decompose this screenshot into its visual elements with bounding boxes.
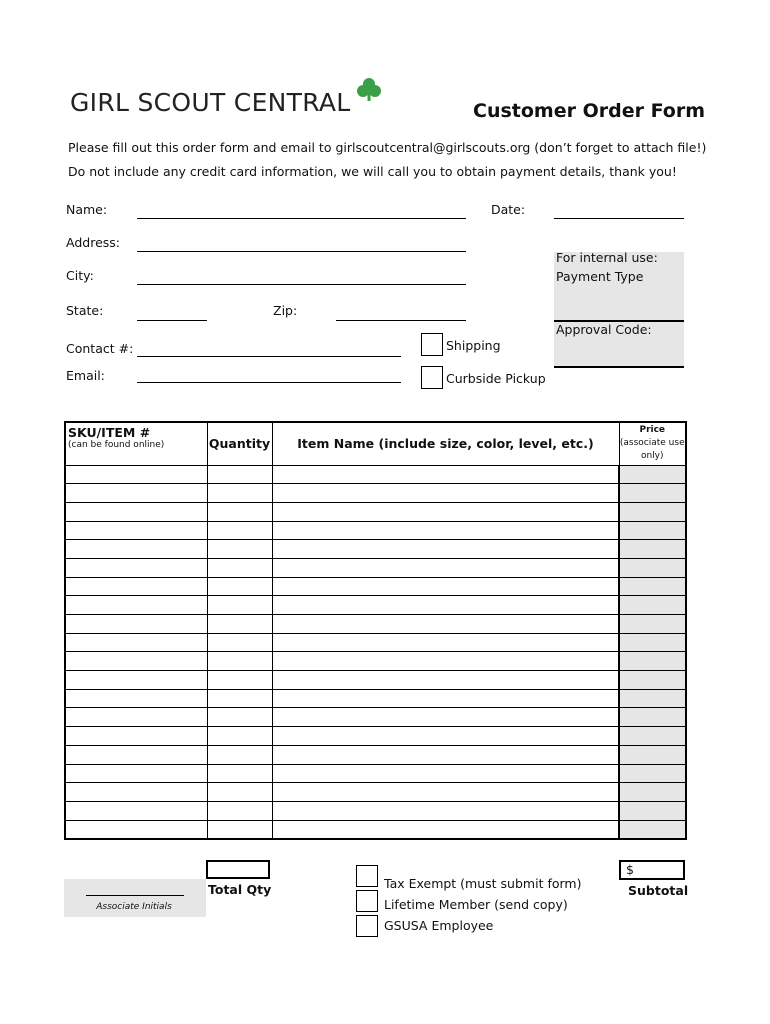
table-row <box>65 727 686 746</box>
table-row <box>65 521 686 540</box>
quantity-cell[interactable] <box>207 708 272 727</box>
sku-cell[interactable] <box>65 558 207 577</box>
quantity-cell[interactable] <box>207 540 272 559</box>
price-cell[interactable] <box>619 502 686 521</box>
item-name-cell[interactable] <box>272 745 619 764</box>
subtotal-label: Subtotal <box>628 883 689 898</box>
total-qty-label: Total Qty <box>208 882 272 897</box>
zip-field[interactable] <box>336 320 466 321</box>
item-name-cell[interactable] <box>272 521 619 540</box>
price-cell[interactable] <box>619 558 686 577</box>
price-cell[interactable] <box>619 465 686 484</box>
price-sub-label-1: (associate use <box>619 438 685 449</box>
table-row <box>65 596 686 615</box>
quantity-cell[interactable] <box>207 671 272 690</box>
item-name-cell[interactable] <box>272 727 619 746</box>
table-row <box>65 465 686 484</box>
curbside-pickup-label: Curbside Pickup <box>446 371 546 386</box>
associate-initials-line <box>86 895 184 896</box>
sku-cell[interactable] <box>65 577 207 596</box>
intro-line-1: Please fill out this order form and email to girlscoutcentral@girlscouts.org (don’t forget to attach file!) <box>68 140 707 155</box>
logo-text: GIRL SCOUT CENTRAL <box>70 88 351 117</box>
table-row <box>65 708 686 727</box>
quantity-cell[interactable] <box>207 652 272 671</box>
associate-initials-box[interactable] <box>64 879 206 917</box>
sku-cell[interactable] <box>65 652 207 671</box>
sku-subheader-label: (can be found online) <box>68 440 165 450</box>
table-row <box>65 671 686 690</box>
address-field[interactable] <box>137 251 466 252</box>
associate-initials-label: Associate Initials <box>96 902 172 912</box>
order-table <box>64 421 687 840</box>
table-row <box>65 745 686 764</box>
sku-cell[interactable] <box>65 633 207 652</box>
table-row <box>65 652 686 671</box>
table-row <box>65 820 686 839</box>
item-name-column-header <box>272 422 619 465</box>
price-cell[interactable] <box>619 577 686 596</box>
quantity-cell[interactable] <box>207 745 272 764</box>
name-field[interactable] <box>137 218 466 219</box>
quantity-cell[interactable] <box>207 689 272 708</box>
item-name-cell[interactable] <box>272 671 619 690</box>
sku-cell[interactable] <box>65 745 207 764</box>
item-name-cell[interactable] <box>272 783 619 802</box>
sku-cell[interactable] <box>65 783 207 802</box>
state-field[interactable] <box>137 320 207 321</box>
item-name-cell[interactable] <box>272 465 619 484</box>
item-name-cell[interactable] <box>272 820 619 839</box>
tax-exempt-label: Tax Exempt (must submit form) <box>384 876 582 891</box>
state-label: State: <box>66 303 104 318</box>
approval-code-label: Approval Code: <box>556 322 652 337</box>
quantity-cell[interactable] <box>207 502 272 521</box>
intro-line-2: Do not include any credit card information, we will call you to obtain payment details, thank you! <box>68 164 677 179</box>
item-name-cell[interactable] <box>272 633 619 652</box>
item-name-cell[interactable] <box>272 801 619 820</box>
item-name-cell[interactable] <box>272 502 619 521</box>
price-header-label: Price <box>639 425 666 436</box>
dollar-sign: $ <box>626 862 634 877</box>
quantity-cell[interactable] <box>207 615 272 634</box>
price-cell[interactable] <box>619 633 686 652</box>
tax-exempt-checkbox[interactable] <box>356 865 378 887</box>
price-column-header <box>619 422 686 465</box>
price-cell[interactable] <box>619 521 686 540</box>
table-row <box>65 783 686 802</box>
quantity-column-header <box>207 422 272 465</box>
email-field[interactable] <box>137 382 401 383</box>
item-name-cell[interactable] <box>272 596 619 615</box>
table-row <box>65 502 686 521</box>
quantity-cell[interactable] <box>207 465 272 484</box>
table-row <box>65 558 686 577</box>
city-label: City: <box>66 268 94 283</box>
table-row <box>65 764 686 783</box>
total-qty-box[interactable] <box>206 860 270 879</box>
name-label: Name: <box>66 202 108 217</box>
table-row <box>65 577 686 596</box>
price-cell[interactable] <box>619 689 686 708</box>
subtotal-box[interactable] <box>619 860 685 880</box>
city-field[interactable] <box>137 284 466 285</box>
internal-use-box <box>554 252 684 320</box>
contact-field[interactable] <box>137 356 401 357</box>
sku-cell[interactable] <box>65 502 207 521</box>
email-label: Email: <box>66 368 105 383</box>
sku-cell[interactable] <box>65 820 207 839</box>
sku-cell[interactable] <box>65 764 207 783</box>
page-title: Customer Order Form <box>473 100 706 122</box>
lifetime-member-checkbox[interactable] <box>356 890 378 912</box>
price-cell[interactable] <box>619 727 686 746</box>
quantity-cell[interactable] <box>207 727 272 746</box>
trefoil-icon <box>356 76 382 102</box>
price-cell[interactable] <box>619 783 686 802</box>
table-row <box>65 484 686 503</box>
order-rows <box>65 465 686 839</box>
quantity-cell[interactable] <box>207 558 272 577</box>
price-cell[interactable] <box>619 540 686 559</box>
quantity-cell[interactable] <box>207 521 272 540</box>
date-field[interactable] <box>554 218 684 219</box>
item-name-cell[interactable] <box>272 540 619 559</box>
quantity-cell[interactable] <box>207 484 272 503</box>
item-name-cell[interactable] <box>272 577 619 596</box>
sku-cell[interactable] <box>65 615 207 634</box>
quantity-cell[interactable] <box>207 764 272 783</box>
sku-cell[interactable] <box>65 708 207 727</box>
sku-cell[interactable] <box>65 540 207 559</box>
sku-cell[interactable] <box>65 521 207 540</box>
price-cell[interactable] <box>619 671 686 690</box>
item-name-cell[interactable] <box>272 708 619 727</box>
quantity-cell[interactable] <box>207 783 272 802</box>
item-name-header-label: Item Name (include size, color, level, etc.) <box>297 436 594 452</box>
price-cell[interactable] <box>619 801 686 820</box>
price-cell[interactable] <box>619 615 686 634</box>
item-name-cell[interactable] <box>272 484 619 503</box>
payment-type-label: Payment Type <box>556 269 644 284</box>
price-cell[interactable] <box>619 820 686 839</box>
sku-column-header <box>65 422 207 465</box>
gsusa-employee-label: GSUSA Employee <box>384 918 494 933</box>
sku-header-label: SKU/ITEM # <box>68 425 151 440</box>
item-name-cell[interactable] <box>272 764 619 783</box>
approval-code-box[interactable] <box>554 322 684 368</box>
zip-label: Zip: <box>273 303 298 318</box>
quantity-cell[interactable] <box>207 801 272 820</box>
quantity-cell[interactable] <box>207 633 272 652</box>
date-label: Date: <box>491 202 526 217</box>
quantity-cell[interactable] <box>207 820 272 839</box>
table-row <box>65 540 686 559</box>
sku-cell[interactable] <box>65 465 207 484</box>
quantity-header-label: Quantity <box>208 436 271 452</box>
quantity-cell[interactable] <box>207 577 272 596</box>
table-row <box>65 689 686 708</box>
contact-label: Contact #: <box>66 341 134 356</box>
price-cell[interactable] <box>619 484 686 503</box>
quantity-cell[interactable] <box>207 596 272 615</box>
item-name-cell[interactable] <box>272 689 619 708</box>
lifetime-member-label: Lifetime Member (send copy) <box>384 897 568 912</box>
table-row <box>65 615 686 634</box>
sku-cell[interactable] <box>65 801 207 820</box>
sku-cell[interactable] <box>65 484 207 503</box>
item-name-cell[interactable] <box>272 652 619 671</box>
sku-cell[interactable] <box>65 671 207 690</box>
address-label: Address: <box>66 235 120 250</box>
price-cell[interactable] <box>619 652 686 671</box>
sku-cell[interactable] <box>65 727 207 746</box>
price-cell[interactable] <box>619 764 686 783</box>
price-sub-label-2: only) <box>640 451 664 462</box>
sku-cell[interactable] <box>65 596 207 615</box>
gsusa-employee-checkbox[interactable] <box>356 915 378 937</box>
curbside-pickup-checkbox[interactable] <box>421 366 443 389</box>
shipping-checkbox[interactable] <box>421 333 443 356</box>
table-row <box>65 801 686 820</box>
price-cell[interactable] <box>619 745 686 764</box>
item-name-cell[interactable] <box>272 615 619 634</box>
item-name-cell[interactable] <box>272 558 619 577</box>
sku-cell[interactable] <box>65 689 207 708</box>
price-cell[interactable] <box>619 596 686 615</box>
shipping-label: Shipping <box>446 338 501 353</box>
table-row <box>65 633 686 652</box>
internal-use-label: For internal use: <box>556 250 658 265</box>
price-cell[interactable] <box>619 708 686 727</box>
